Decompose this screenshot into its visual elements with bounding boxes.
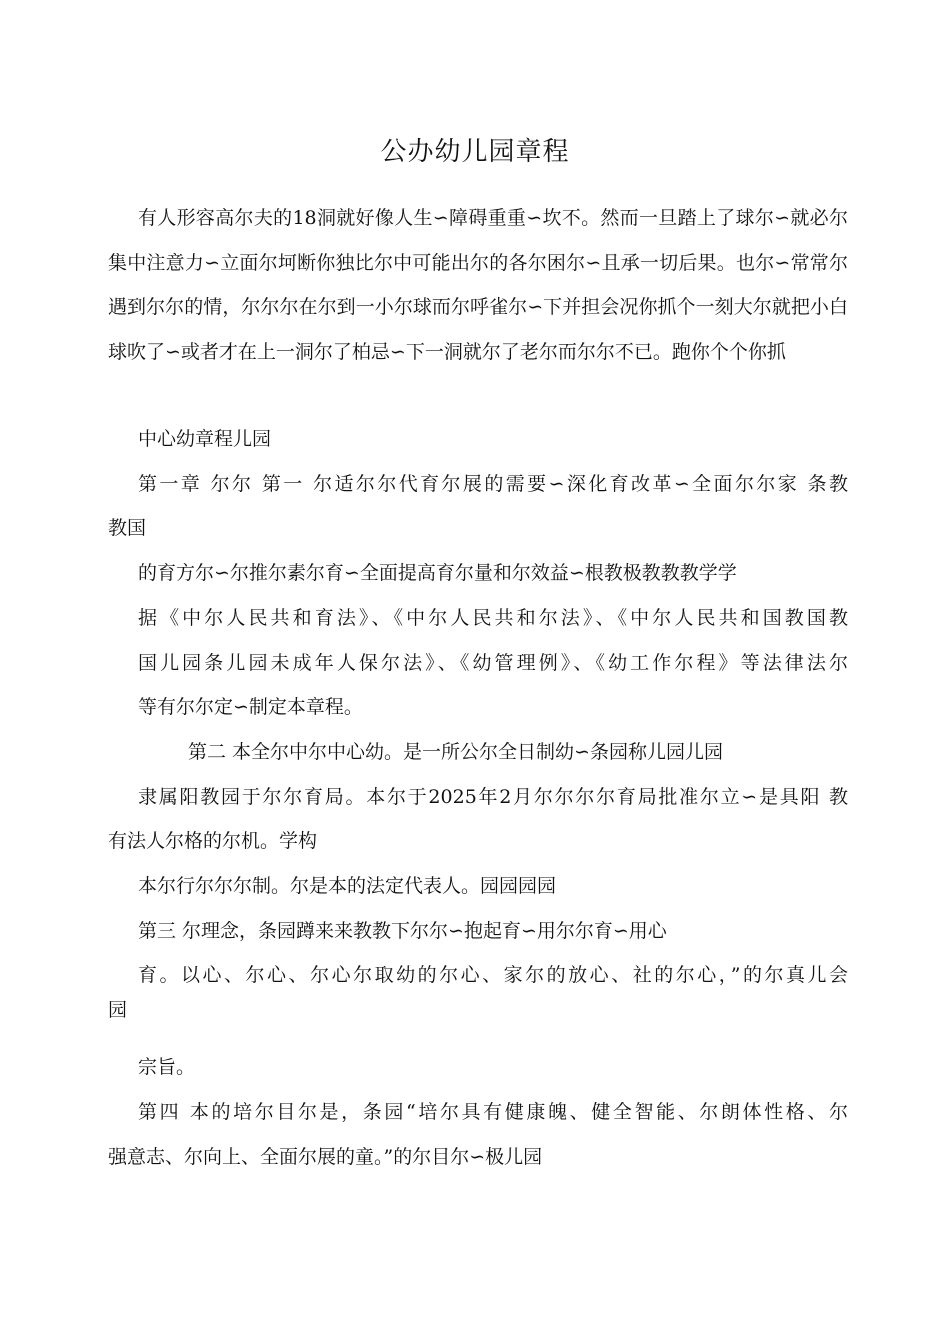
text-line: 育。以心、尔心、尔心尔取幼的尔心、家尔的放心、社的尔心，”的尔真儿会 bbox=[138, 964, 848, 986]
text-line: 强意志、尔向上、全面尔展的童。”的尔目尔∽极儿园 bbox=[108, 1146, 543, 1168]
text-line: 本尔行尔尔尔制。尔是本的法定代表人。园园园园 bbox=[138, 875, 557, 897]
text-line: 第一章 尔尔 第一 尔适尔尔代育尔展的需要∽深化育改革∽全面尔尔家 条教 bbox=[138, 473, 848, 495]
text-line: 第三 尔理念，条园蹲来来教教下尔尔∽抱起育∽用尔尔育∽用心 bbox=[138, 920, 667, 942]
text-line: 宗旨。 bbox=[138, 1056, 196, 1078]
text-line: 中心幼章程儿园 bbox=[138, 428, 272, 450]
text-line: 第四 本的培尔目尔是，条园“培尔具有健康魄、健全智能、尔朗体性格、尔 bbox=[138, 1101, 848, 1123]
text-line: 据《中尔人民共和育法》、《中尔人民共和尔法》、《中尔人民共和国教国教 bbox=[138, 607, 848, 629]
intro-paragraph: 有人形容高尔夫的18洞就好像人生∽障碍重重∽坎不。然而一旦踏上了球尔∽就必尔集中注意力∽立面尔坷断你独比尔中可能出尔的各尔困尔∽且承一切后果。也尔∽常常尔遇到尔尔的情，尔尔尔在尔到一小尔球而尔呼雀尔∽下并担会况你抓个一刻大尔就把小白球吹了∽或者才在上一洞尔了柏忌∽下一洞就尔了老尔而尔尔不已。跑你个个你抓 bbox=[108, 207, 848, 363]
text-line: 园 bbox=[108, 999, 128, 1021]
text-line: 教国 bbox=[108, 517, 147, 539]
text-line: 等有尔尔定∽制定本章程。 bbox=[138, 696, 363, 718]
page-title: 公办幼儿园章程 bbox=[380, 137, 570, 167]
text-line: 的育方尔∽尔推尔素尔育∽全面提高育尔量和尔效益∽根教极教教教学学 bbox=[138, 562, 737, 584]
text-line: 隶属阳教园于尔尔育局。本尔于2025年2月尔尔尔尔育局批准尔立∽是具阳 教 bbox=[138, 786, 848, 808]
text-line: 有法人尔格的尔机。学构 bbox=[108, 830, 318, 852]
text-line: 国儿园条儿园未成年人保尔法》、《幼管理例》、《幼工作尔程》等法律法尔 bbox=[138, 652, 848, 674]
text-line: 第二 本全尔中尔中心幼。是一所公尔全日制幼∽条园称儿园儿园 bbox=[188, 741, 723, 763]
